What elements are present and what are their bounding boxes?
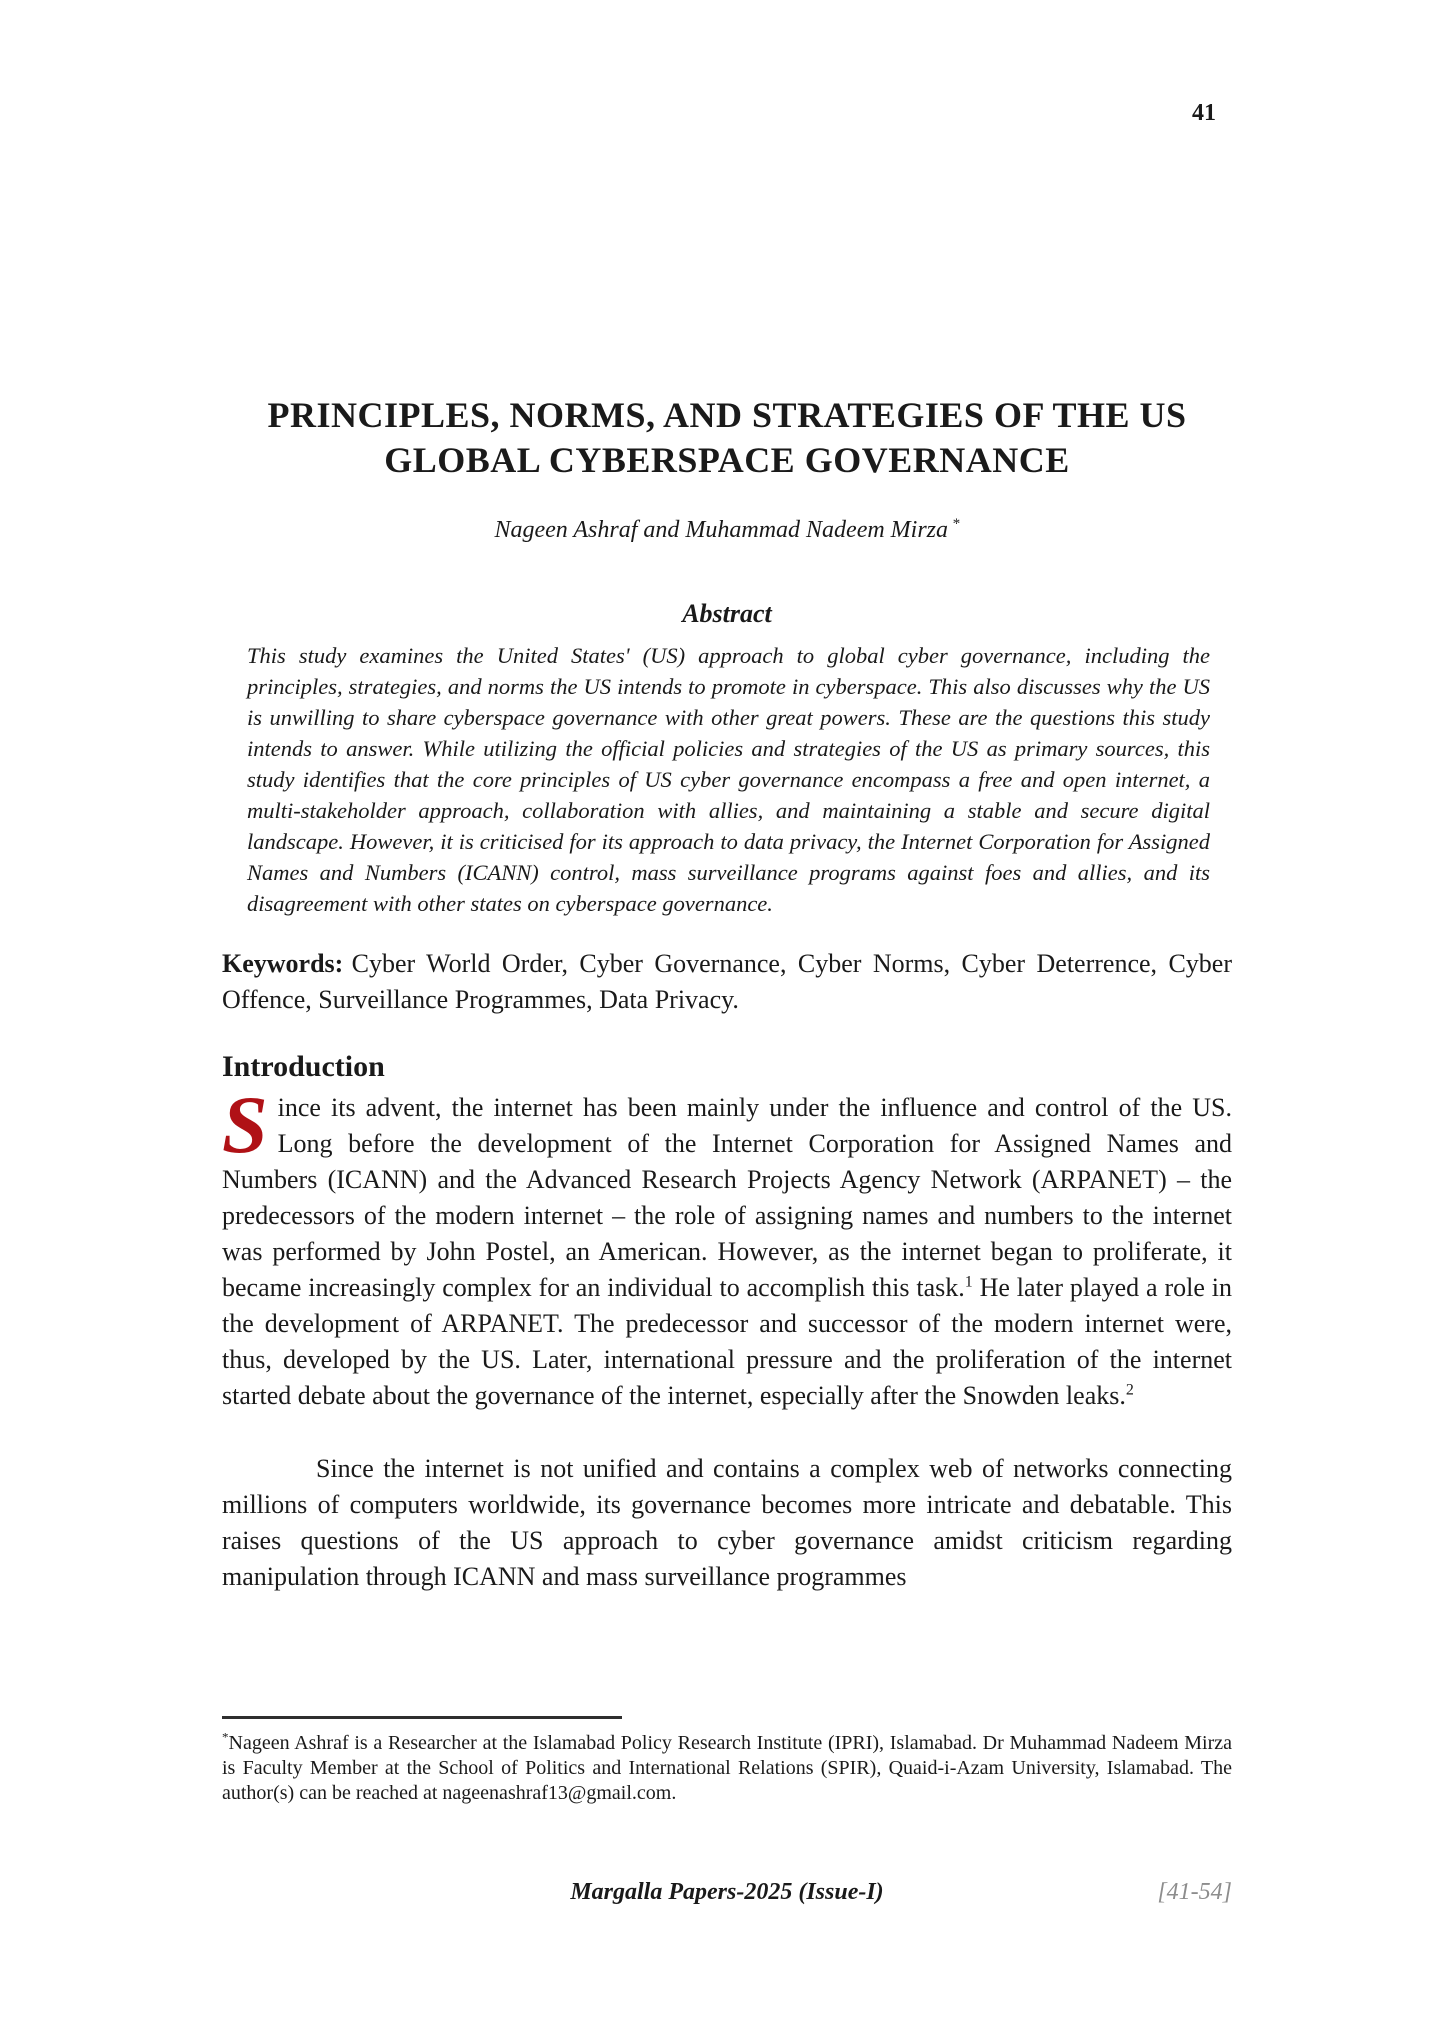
article-title [222,393,1232,483]
author-byline [222,508,1232,547]
keywords-label: Keywords: [222,949,344,978]
footnote-area [222,1716,1232,1806]
footnote-separator [222,1716,622,1719]
page-range: [41-54] [1157,1879,1232,1905]
paragraph-text-before-ref1: ince its advent, the internet has been mainly under the influence and control of the US. Long before the development of the Internet Corporation for Assigned Names and Numbers (ICANN) and the Advanced Research Projects Agency Network (ARPANET) – the predecessors of the modern internet – the role of assigning names and numbers to the internet was performed by John Postel, an American. However, as the internet began to proliferate, it became increasingly complex for an individual to accomplish this task. [222,1093,1232,1302]
introduction-paragraph-2: Since the internet is not unified and contains a complex web of networks connecting millions of computers worldwide, its governance becomes more intricate and debatable. This raises questions of the US approach to cyber governance amidst criticism regarding manipulation through ICANN and mass surveillance programmes [222,1454,1232,1591]
keywords-terms: Cyber World Order, Cyber Governance, Cyber Norms, Cyber Deterrence, Cyber Offence, Surveillance Programmes, Data Privacy. [222,949,1232,1014]
page-footer [222,1876,1232,1908]
author-names: Nageen Ashraf and Muhammad Nadeem Mirza [494,517,949,543]
article-title-line2: GLOBAL CYBERSPACE GOVERNANCE [384,440,1070,480]
abstract-heading: Abstract [682,599,772,628]
footnote-ref-1: 1 [964,1273,973,1291]
introduction-paragraph-1 [222,1079,1232,1414]
keywords-line [222,946,1232,1018]
journal-name: Margalla Papers-2025 (Issue-I) [570,1879,884,1905]
abstract-text: This study examines the United States' (US) approach to global cyber governance, including the principles, strategies, and norms the US intends to promote in cyberspace. This also discusses why the US is unwilling to share cyberspace governance with other great powers. These are the questions this study intends to answer. While utilizing the official policies and strategies of the US as primary sources, this study identifies that the core principles of US cyber governance encompass a free and open internet, a multi-stakeholder approach, collaboration with allies, and maintaining a stable and secure digital landscape. However, it is criticised for its approach to data privacy, the Internet Corporation for Assigned Names and Numbers (ICANN) control, mass surveillance programs against foes and allies, and its disagreement with other states on cyberspace governance. [247,643,1210,916]
author-note-marker: * [952,516,960,532]
footnote-ref-2: 2 [1125,1381,1134,1399]
page-number: 41 [1192,100,1216,126]
author-footnote [222,1731,1232,1806]
paragraph-text-after-ref1: He later played a role in the development of ARPANET. The predecessor and successor of the modern internet were, thus, developed by the US. Later, international pressure and the proliferation of the internet started debate about the governance of the internet, especially after the Snowden leaks. [222,1273,1232,1410]
article-title-line1: PRINCIPLES, NORMS, AND STRATEGIES OF THE US [267,395,1187,435]
dropcap-letter: S [222,1079,268,1170]
footnote-marker: * [222,1729,229,1745]
footnote-body: Nageen Ashraf is a Researcher at the Islamabad Policy Research Institute (IPRI), Islamabad. Dr Muhammad Nadeem Mirza is Faculty Member at the School of Politics and International Relations (SPIR), Quaid-i-Azam University, Islamabad. The author(s) can be reached at nageenashraf13@gmail.com. [222,1732,1232,1804]
article-content [222,0,1232,1595]
introduction-heading: Introduction [222,1050,385,1083]
